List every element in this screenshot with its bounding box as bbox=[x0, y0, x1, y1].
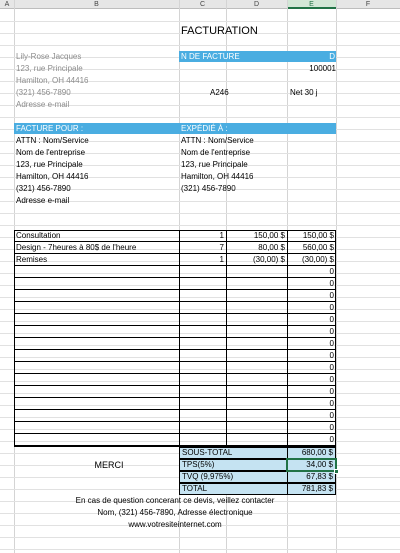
tps-value: 34,00 $ bbox=[306, 460, 333, 469]
cell-amount: 0 bbox=[329, 411, 334, 420]
bill-to-email[interactable]: Adresse e-mail bbox=[16, 196, 70, 205]
cell-amount: 0 bbox=[329, 315, 334, 324]
gridline bbox=[0, 117, 400, 118]
subtotal-value: 680,00 $ bbox=[301, 448, 333, 457]
bill-to-header[interactable]: FACTURE POUR : bbox=[14, 123, 179, 134]
table-divider bbox=[226, 230, 227, 447]
total-value: 781,83 $ bbox=[301, 484, 333, 493]
invoice-number-value[interactable]: 100001 bbox=[309, 64, 336, 73]
cell-unit-price: 150,00 $ bbox=[253, 231, 285, 240]
col-header-c[interactable]: C bbox=[179, 0, 226, 9]
cell-amount: (30,00) $ bbox=[301, 255, 334, 264]
ship-to-city[interactable]: Hamilton, OH 44416 bbox=[181, 172, 254, 181]
gridline bbox=[0, 45, 400, 46]
invoice-number-label: N DE FACTURE bbox=[181, 52, 240, 61]
gridline bbox=[0, 549, 400, 550]
bill-to-company[interactable]: Nom de l'entreprise bbox=[16, 148, 86, 157]
gridline bbox=[0, 21, 400, 22]
col-header-b[interactable]: B bbox=[14, 0, 179, 9]
cell-amount: 560,00 $ bbox=[302, 243, 334, 252]
footer-website[interactable]: www.votresiteinternet.com bbox=[128, 520, 222, 529]
cell-amount: 0 bbox=[329, 339, 334, 348]
sender-phone[interactable]: (321) 456-7890 bbox=[16, 88, 71, 97]
footer-contact-line[interactable]: En cas de question concerant ce devis, veillez contacter bbox=[75, 496, 275, 505]
ship-to-header[interactable]: EXPÉDIÉ À : bbox=[179, 123, 336, 134]
table-divider bbox=[179, 230, 180, 447]
tvq-value: 67,83 $ bbox=[306, 472, 333, 481]
sender-city[interactable]: Hamilton, OH 44416 bbox=[16, 76, 89, 85]
cell-amount: 0 bbox=[329, 267, 334, 276]
cell-amount: 0 bbox=[329, 387, 334, 396]
gridline bbox=[0, 225, 400, 226]
page-title: FACTURATION bbox=[181, 25, 258, 37]
cell-amount: 0 bbox=[329, 435, 334, 444]
col-header-a[interactable]: A bbox=[0, 0, 14, 9]
sender-email[interactable]: Adresse e-mail bbox=[16, 100, 70, 109]
fill-handle[interactable] bbox=[334, 469, 339, 474]
cell-amount: 0 bbox=[329, 303, 334, 312]
cell-amount: 0 bbox=[329, 327, 334, 336]
tvq-label: TVQ (9,975%) bbox=[182, 472, 234, 481]
tps-label: TPS(5%) bbox=[182, 460, 215, 469]
footer-contact-details[interactable]: Nom, (321) 456-7890, Adresse électronique bbox=[97, 508, 253, 517]
cell-qty: 7 bbox=[219, 243, 224, 252]
total-label: TOTAL bbox=[182, 484, 208, 493]
cell-qty: 1 bbox=[219, 231, 224, 240]
cell-qty: 1 bbox=[219, 255, 224, 264]
table-divider bbox=[287, 230, 288, 447]
active-cell-selection[interactable] bbox=[286, 458, 337, 472]
bill-to-city[interactable]: Hamilton, OH 44416 bbox=[16, 172, 89, 181]
ship-to-attn[interactable]: ATTN : Nom/Service bbox=[181, 136, 254, 145]
cell-amount: 0 bbox=[329, 399, 334, 408]
gridline bbox=[0, 213, 400, 214]
cell-description: Consultation bbox=[16, 231, 61, 240]
cell-amount: 0 bbox=[329, 375, 334, 384]
cell-description: Remises bbox=[16, 255, 48, 264]
bill-to-street[interactable]: 123, rue Principale bbox=[16, 160, 83, 169]
ship-to-phone[interactable]: (321) 456-7890 bbox=[181, 184, 236, 193]
cell-amount: 0 bbox=[329, 351, 334, 360]
invoice-date-label: D bbox=[329, 52, 335, 61]
total-row[interactable] bbox=[179, 483, 336, 495]
cell-unit-price: (30,00) $ bbox=[252, 255, 285, 264]
cell-amount: 0 bbox=[329, 279, 334, 288]
cell-unit-price: 80,00 $ bbox=[258, 243, 285, 252]
col-header-e[interactable]: E bbox=[287, 0, 336, 9]
thanks-text[interactable]: MERCI bbox=[94, 460, 124, 470]
bill-to-phone[interactable]: (321) 456-7890 bbox=[16, 184, 71, 193]
col-header-d[interactable]: D bbox=[226, 0, 287, 9]
gridline bbox=[0, 537, 400, 538]
cell-amount: 0 bbox=[329, 423, 334, 432]
payment-terms-value[interactable]: Net 30 j bbox=[290, 88, 318, 97]
sender-name[interactable]: Lily-Rose Jacques bbox=[16, 52, 82, 61]
tvq-row[interactable] bbox=[179, 471, 336, 483]
cell-amount: 0 bbox=[329, 291, 334, 300]
ship-to-street[interactable]: 123, rue Principale bbox=[181, 160, 248, 169]
bill-to-attn[interactable]: ATTN : Nom/Service bbox=[16, 136, 89, 145]
invoice-number-header[interactable] bbox=[179, 51, 336, 62]
client-id-value[interactable]: A246 bbox=[210, 88, 229, 97]
cell-amount: 0 bbox=[329, 363, 334, 372]
col-header-f[interactable]: F bbox=[336, 0, 400, 9]
cell-amount: 150,00 $ bbox=[302, 231, 334, 240]
cell-description: Design - 7heures à 80$ de l'heure bbox=[16, 243, 137, 252]
ship-to-company[interactable]: Nom de l'entreprise bbox=[181, 148, 251, 157]
sender-street[interactable]: 123, rue Principale bbox=[16, 64, 83, 73]
subtotal-label: SOUS-TOTAL bbox=[182, 448, 233, 457]
